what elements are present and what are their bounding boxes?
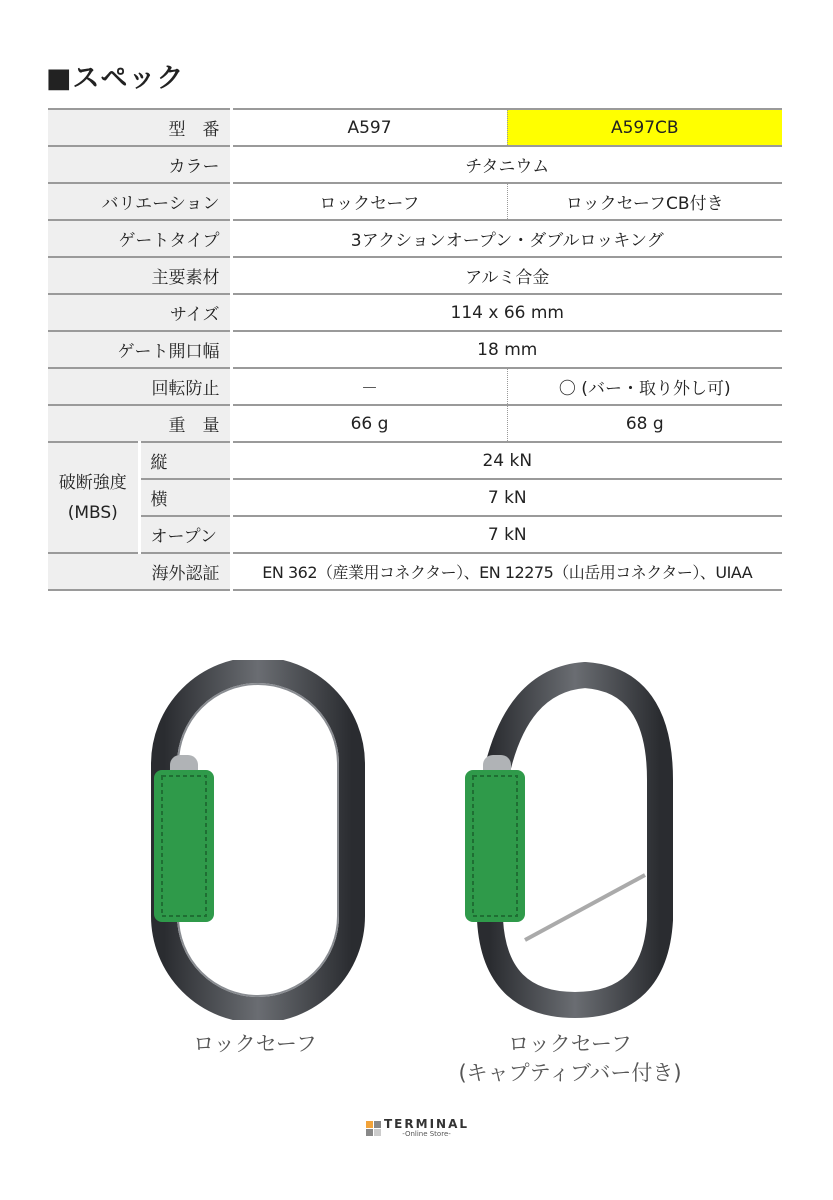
- mbs-group-label: [48, 442, 139, 553]
- section-title: ■スペック: [46, 63, 185, 94]
- value: 114 x 66 mm: [231, 294, 782, 331]
- value: 7 kN: [231, 479, 782, 516]
- carabiner-locksafe-cb-image: [455, 660, 680, 1020]
- value-a: A597: [231, 109, 507, 146]
- right-caption-line2: (キャプティブバー付き): [458, 1061, 682, 1085]
- row-gate-opening: [48, 331, 782, 368]
- row-color: [48, 146, 782, 183]
- label: 海外認証: [48, 553, 231, 590]
- right-caption-line1: ロックセーフ: [508, 1032, 632, 1056]
- value-a: －: [231, 368, 507, 405]
- row-mbs-major: [48, 442, 782, 479]
- value-a: ロックセーフ: [231, 183, 507, 220]
- label: バリエーション: [48, 183, 231, 220]
- left-caption: ロックセーフ: [193, 1032, 317, 1056]
- row-size: [48, 294, 782, 331]
- label: 縦: [139, 442, 231, 479]
- right-caption: [440, 1030, 700, 1088]
- row-cert: [48, 553, 782, 590]
- row-variation: [48, 183, 782, 220]
- row-mbs-open: [48, 516, 782, 553]
- label: サイズ: [48, 294, 231, 331]
- label: ゲート開口幅: [48, 331, 231, 368]
- value: アルミ合金: [231, 257, 782, 294]
- label: 重 量: [48, 405, 231, 442]
- mbs-label: 破断強度: [58, 472, 127, 493]
- carabiner-locksafe-image: [150, 660, 370, 1020]
- row-gate-type: [48, 220, 782, 257]
- value: 18 mm: [231, 331, 782, 368]
- row-model: [48, 109, 782, 146]
- logo-squares-icon: [366, 1121, 381, 1136]
- row-weight: [48, 405, 782, 442]
- value-b: 68 g: [507, 405, 782, 442]
- value: EN 362（産業用コネクター）、EN 12275（山岳用コネクター）、UIAA: [231, 553, 782, 590]
- value: 24 kN: [231, 442, 782, 479]
- value: チタニウム: [231, 146, 782, 183]
- label: カラー: [48, 146, 231, 183]
- spec-table: [48, 108, 782, 591]
- label: 型 番: [48, 109, 231, 146]
- row-anti-rotation: [48, 368, 782, 405]
- mbs-label-2: (MBS): [67, 502, 118, 523]
- logo-name: TERMINAL: [384, 1117, 470, 1131]
- value: 7 kN: [231, 516, 782, 553]
- label: ゲートタイプ: [48, 220, 231, 257]
- label: オープン: [139, 516, 231, 553]
- row-material: [48, 257, 782, 294]
- value-b: ロックセーフCB付き: [507, 183, 782, 220]
- value-b: A597CB: [507, 109, 782, 146]
- value-a: 66 g: [231, 405, 507, 442]
- label: 回転防止: [48, 368, 231, 405]
- terminal-logo: [366, 1119, 469, 1138]
- row-mbs-minor: [48, 479, 782, 516]
- label: 横: [139, 479, 231, 516]
- value: 3アクションオープン・ダブルロッキング: [231, 220, 782, 257]
- value-b: 〇 (バー・取り外し可): [507, 368, 782, 405]
- logo-sub: -Online Store-: [402, 1130, 451, 1138]
- label: 主要素材: [48, 257, 231, 294]
